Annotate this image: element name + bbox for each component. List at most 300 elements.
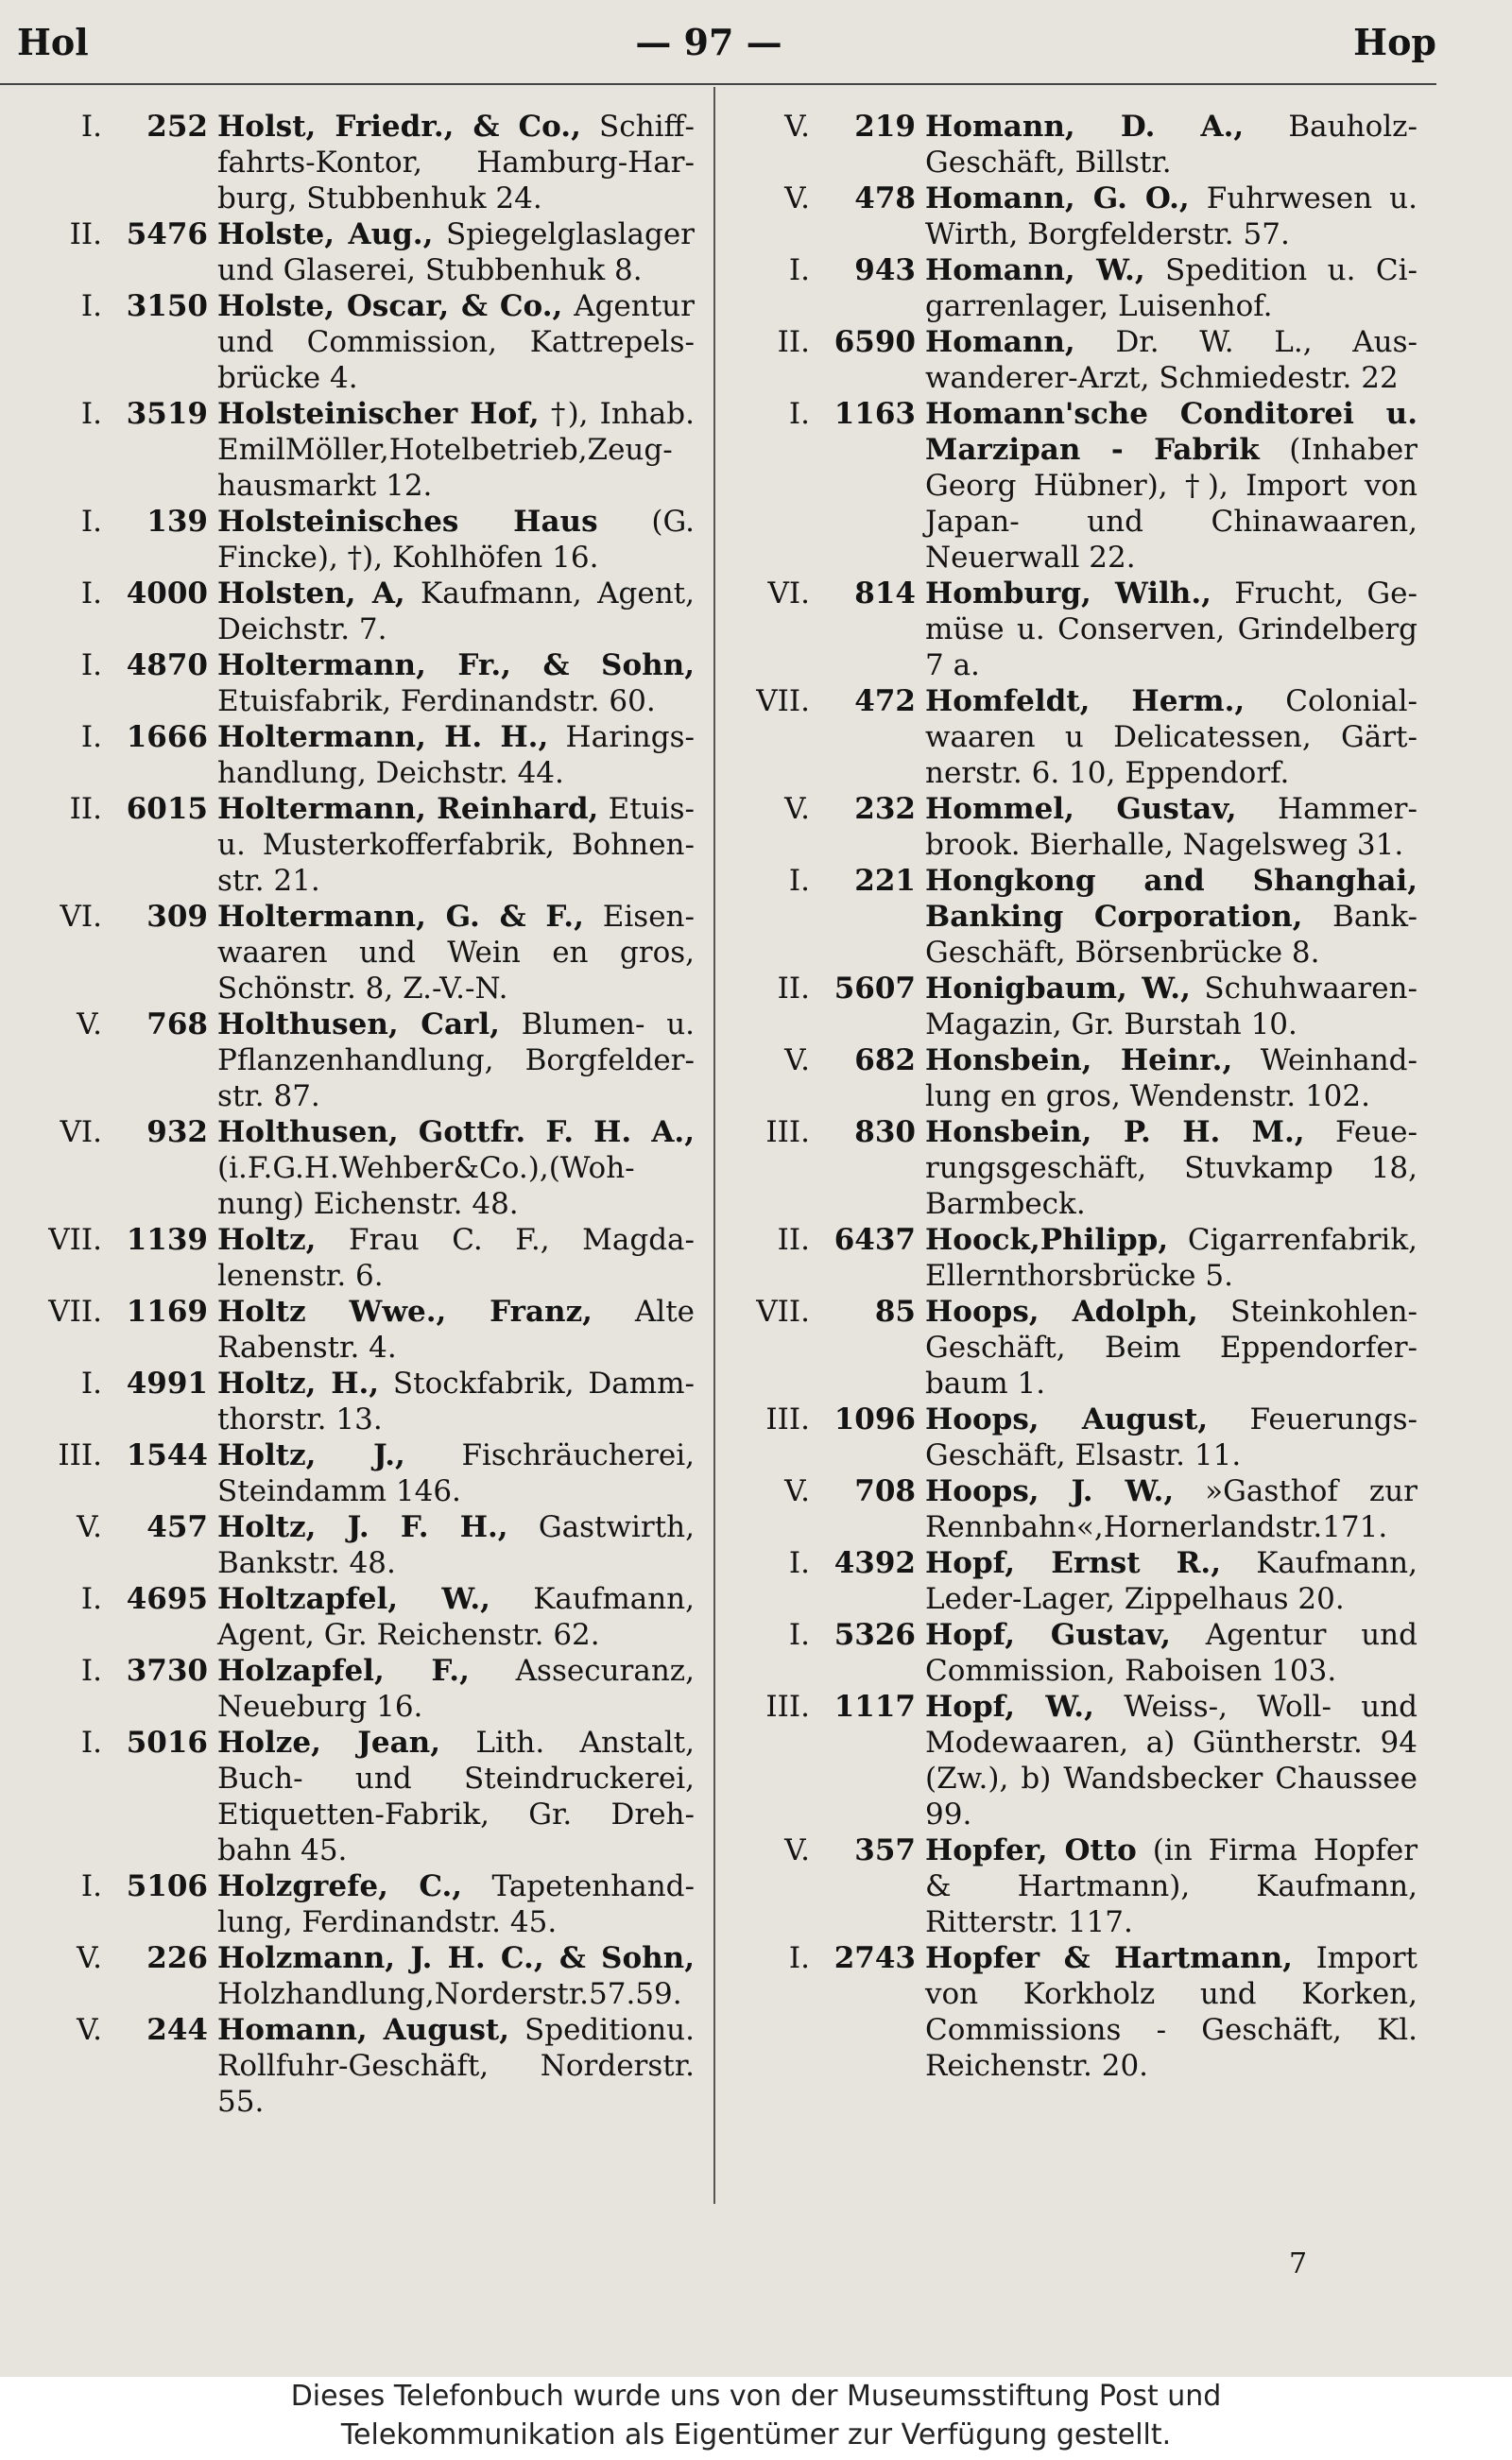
subscriber-details: Assecuranz, Neueburg 16.: [217, 1654, 695, 1724]
entry-text: [208, 2012, 695, 2120]
subscriber-details: Import von Korkholz und Korken, Commissions - Geschäft, Kl. Reichenstr. 20.: [925, 1941, 1418, 2083]
phone-number: 943: [854, 253, 916, 287]
subscriber-details: Gastwirth, Bankstr. 48.: [217, 1510, 695, 1580]
entry-text: [916, 1294, 1418, 1402]
subscriber-details: »Gasthof zur Rennbahn«,Hornerlandstr.171.: [925, 1474, 1418, 1544]
subscriber-details: Frau C. F., Magdalenenstr. 6.: [217, 1223, 696, 1293]
subscriber-name: Holste, Oscar, & Co.,: [217, 289, 563, 323]
subscriber-name: Honigbaum, W.,: [925, 972, 1191, 1006]
subscriber-details: Cigarrenfabrik, Ellernthorsbrücke 5.: [925, 1223, 1418, 1293]
directory-entry: [0, 109, 695, 216]
phone-number: 682: [854, 1043, 916, 1077]
entry-text: [916, 1545, 1418, 1617]
subscriber-details: Spiegelglaslager und Glaserei, Stubbenhuk 8.: [217, 217, 695, 287]
subscriber-details: Hammerbrook. Bierhalle, Nagelsweg 31.: [925, 792, 1418, 862]
subscriber-name: Holtz,: [217, 1223, 317, 1257]
subscriber-details: Bauholz-Geschäft, Billstr.: [925, 110, 1418, 180]
phone-exchange-number: [723, 1832, 916, 1868]
phone-exchange-number: [723, 1114, 916, 1150]
subscriber-details: Blumen- u. Pflanzenhandlung, Borgfelderstr. 87.: [217, 1007, 696, 1113]
exchange-office: I.: [788, 1546, 810, 1580]
entry-text: [208, 1366, 695, 1437]
directory-entry: [0, 1114, 695, 1222]
phone-exchange-number: [723, 1294, 916, 1330]
exchange-office: III.: [765, 1115, 810, 1149]
subscriber-details: Stockfabrik, Dammthorstr. 13.: [217, 1367, 695, 1436]
subscriber-details: Lith. Anstalt, Buch- und Steindruckerei, Etiquetten-Fabrik, Gr. Drehbahn 45.: [217, 1726, 695, 1867]
entry-text: [916, 324, 1418, 396]
phone-number: 4000: [126, 576, 208, 611]
entry-text: [916, 1473, 1418, 1545]
subscriber-details: Schuhwaaren-Magazin, Gr. Burstah 10.: [925, 972, 1418, 1041]
exchange-office: I.: [80, 1869, 102, 1903]
directory-entry: [0, 576, 695, 647]
subscriber-details: Kaufmann, Agent, Gr. Reichenstr. 62.: [217, 1582, 695, 1652]
phone-exchange-number: [723, 396, 916, 432]
phone-number: 814: [854, 576, 916, 611]
subscriber-name: Holthusen, Gottfr. F. H. A.,: [217, 1115, 695, 1149]
phone-exchange-number: [0, 576, 208, 611]
exchange-office: I.: [788, 1941, 810, 1975]
exchange-office: V.: [784, 1833, 810, 1867]
exchange-office: II.: [69, 217, 102, 251]
entry-text: [208, 1725, 695, 1868]
phone-exchange-number: [723, 252, 916, 288]
directory-entry: [723, 396, 1418, 576]
page-header: [0, 0, 1512, 87]
directory-entry: [723, 1222, 1418, 1294]
phone-exchange-number: [0, 396, 208, 432]
phone-number: 4870: [126, 648, 208, 682]
subscriber-name: Homann,: [925, 325, 1075, 359]
subscriber-details: Fischräucherei, Steindamm 146.: [217, 1438, 695, 1508]
phone-exchange-number: [0, 1366, 208, 1402]
subscriber-name: Holsteinisches Haus: [217, 505, 598, 539]
phone-number: 1117: [833, 1690, 916, 1724]
subscriber-name: Holste, Aug.,: [217, 217, 434, 251]
directory-entry: [0, 719, 695, 791]
exchange-office: III.: [765, 1690, 810, 1724]
entry-text: [208, 1581, 695, 1653]
phone-exchange-number: [0, 504, 208, 540]
entry-text: [916, 683, 1418, 791]
entry-text: [208, 216, 695, 288]
exchange-office: I.: [80, 1367, 102, 1401]
directory-entry: [0, 1725, 695, 1868]
directory-entry: [0, 1940, 695, 2012]
header-page-number: — 97 —: [635, 21, 782, 63]
footer-line-2: Telekommunikation als Eigentümer zur Verfügung gestellt.: [340, 2418, 1172, 2451]
entry-text: [916, 109, 1418, 181]
subscriber-name: Homann, D. A.,: [925, 110, 1245, 144]
directory-entry: [723, 1545, 1418, 1617]
subscriber-name: Hoops, August,: [925, 1402, 1209, 1436]
phone-number: 768: [146, 1007, 208, 1041]
entry-text: [916, 863, 1418, 971]
phone-number: 5326: [833, 1618, 916, 1652]
phone-exchange-number: [0, 647, 208, 683]
phone-exchange-number: [0, 1868, 208, 1904]
subscriber-name: Holtermann, Reinhard,: [217, 792, 599, 826]
exchange-office: V.: [77, 1007, 102, 1041]
exchange-office: V.: [784, 1474, 810, 1508]
exchange-office: I.: [80, 648, 102, 682]
entry-text: [208, 1437, 695, 1509]
phone-exchange-number: [723, 1545, 916, 1581]
subscriber-name: Holtz, J.,: [217, 1438, 405, 1472]
subscriber-name: Hopf, W.,: [925, 1690, 1094, 1724]
phone-exchange-number: [0, 1006, 208, 1042]
directory-entry: [0, 791, 695, 899]
subscriber-details: Tapetenhandlung, Ferdinandstr. 45.: [217, 1869, 695, 1939]
subscriber-details: FeuerungsGeschäft, Elsastr. 11.: [925, 1402, 1418, 1472]
entry-text: [208, 288, 695, 396]
header-left-keyword: Hol: [17, 21, 89, 63]
phone-number: 85: [874, 1295, 916, 1329]
directory-entry: [723, 252, 1418, 324]
subscriber-details: Agentur und Commission, Kattrepelsbrücke 4.: [217, 289, 695, 395]
phone-exchange-number: [0, 1940, 208, 1976]
exchange-office: I.: [80, 289, 102, 323]
entry-text: [916, 1940, 1418, 2084]
directory-entry: [0, 1222, 695, 1294]
subscriber-name: Holtzapfel, W.,: [217, 1582, 490, 1616]
entry-text: [916, 1042, 1418, 1114]
directory-entry: [723, 1473, 1418, 1545]
phone-exchange-number: [723, 1689, 916, 1725]
phone-number: 932: [146, 1115, 208, 1149]
directory-entry: [0, 216, 695, 288]
directory-entry: [723, 683, 1418, 791]
exchange-office: III.: [765, 1402, 810, 1436]
exchange-office: II.: [777, 972, 810, 1006]
phone-number: 1169: [126, 1295, 208, 1329]
exchange-office: VII.: [48, 1295, 102, 1329]
subscriber-details: Fuhrwesen u. Wirth, Borgfelderstr. 57.: [925, 181, 1418, 251]
phone-exchange-number: [0, 1437, 208, 1473]
directory-entry: [723, 863, 1418, 971]
directory-entry: [0, 1868, 695, 1940]
entry-text: [208, 109, 695, 216]
entry-text: [916, 971, 1418, 1042]
subscriber-details: Schifffahrts-Kontor, Hamburg-Harburg, Stubbenhuk 24.: [217, 110, 696, 215]
directory-entry: [723, 1617, 1418, 1689]
phone-number: 232: [854, 792, 916, 826]
phone-number: 4991: [126, 1367, 208, 1401]
exchange-office: I.: [788, 864, 810, 898]
exchange-office: I.: [788, 397, 810, 431]
phone-number: 5016: [126, 1726, 208, 1760]
phone-number: 5607: [833, 972, 916, 1006]
entry-text: [208, 791, 695, 899]
phone-exchange-number: [723, 1473, 916, 1509]
phone-number: 139: [146, 505, 208, 539]
entry-text: [208, 504, 695, 576]
directory-entry: [723, 1114, 1418, 1222]
entry-text: [916, 791, 1418, 863]
phone-number: 4695: [126, 1582, 208, 1616]
phone-number: 6015: [126, 792, 208, 826]
entry-text: [208, 1868, 695, 1940]
entry-text: [208, 1006, 695, 1114]
phone-number: 1096: [833, 1402, 916, 1436]
subscriber-details: Feuerungsgeschäft, Stuvkamp 18, Barmbeck.: [925, 1115, 1418, 1221]
directory-entry: [723, 324, 1418, 396]
exchange-office: VI.: [60, 1115, 102, 1149]
exchange-office: VII.: [756, 1295, 810, 1329]
phone-exchange-number: [0, 1222, 208, 1258]
directory-entry: [0, 396, 695, 504]
subscriber-name: Holzmann, J. H. C., & Sohn,: [217, 1941, 695, 1975]
entry-text: [916, 1617, 1418, 1689]
subscriber-name: Hoops, Adolph,: [925, 1295, 1198, 1329]
entry-text: [208, 1114, 695, 1222]
entry-text: [916, 252, 1418, 324]
footer-line-1: Dieses Telefonbuch wurde uns von der Museumsstiftung Post und: [290, 2380, 1222, 2413]
subscriber-name: Honsbein, P. H. M.,: [925, 1115, 1305, 1149]
exchange-office: I.: [80, 720, 102, 754]
phone-exchange-number: [0, 791, 208, 827]
directory-entry: [723, 181, 1418, 252]
exchange-office: VII.: [756, 684, 810, 718]
subscriber-name: Holtermann, G. & F.,: [217, 900, 584, 934]
directory-entry: [0, 647, 695, 719]
subscriber-name: Holtz, H.,: [217, 1367, 380, 1401]
phone-exchange-number: [723, 971, 916, 1006]
exchange-office: I.: [80, 1654, 102, 1688]
subscriber-name: Homburg, Wilh.,: [925, 576, 1211, 611]
phone-number: 1666: [126, 720, 208, 754]
phone-exchange-number: [723, 1940, 916, 1976]
directory-entry: [723, 1689, 1418, 1832]
subscriber-name: Homann, August,: [217, 2013, 510, 2047]
phone-exchange-number: [0, 1653, 208, 1689]
directory-entry: [723, 1294, 1418, 1402]
entry-text: [208, 1653, 695, 1725]
entry-text: [916, 1402, 1418, 1473]
subscriber-name: Honsbein, Heinr.,: [925, 1043, 1233, 1077]
directory-entry: [723, 1940, 1418, 2084]
subscriber-name: Holze, Jean,: [217, 1726, 440, 1760]
subscriber-details: Etuisu. Musterkofferfabrik, Bohnenstr. 21.: [217, 792, 695, 898]
phone-exchange-number: [723, 1222, 916, 1258]
exchange-office: I.: [80, 110, 102, 144]
entry-text: [208, 899, 695, 1006]
phone-exchange-number: [0, 1725, 208, 1761]
phone-exchange-number: [0, 1581, 208, 1617]
phone-exchange-number: [723, 1402, 916, 1437]
phone-number: 219: [854, 110, 916, 144]
phone-exchange-number: [0, 1509, 208, 1545]
phone-number: 226: [146, 1941, 208, 1975]
phone-number: 357: [854, 1833, 916, 1867]
directory-entry: [0, 288, 695, 396]
phone-exchange-number: [723, 683, 916, 719]
directory-entry: [0, 1294, 695, 1366]
subscriber-details: Holzhandlung,Norderstr.57.59.: [217, 1977, 682, 2011]
directory-entry: [0, 1366, 695, 1437]
right-column: [723, 109, 1418, 2084]
subscriber-name: Hongkong and Shanghai, Banking Corporation,: [925, 864, 1418, 934]
subscriber-details: (G. Fincke), †), Kohlhöfen 16.: [217, 505, 695, 575]
phone-exchange-number: [723, 181, 916, 216]
entry-text: [208, 396, 695, 504]
phone-number: 5106: [126, 1869, 208, 1903]
header-rule: [0, 83, 1436, 85]
left-column: [0, 109, 695, 2120]
exchange-office: V.: [784, 1043, 810, 1077]
exchange-office: I.: [788, 1618, 810, 1652]
directory-entry: [0, 504, 695, 576]
exchange-office: V.: [784, 110, 810, 144]
phone-exchange-number: [723, 863, 916, 899]
phone-number: 472: [854, 684, 916, 718]
subscriber-details: (Inhaber Georg Hübner), †), Import von Japan- und Chinawaaren, Neuerwall 22.: [925, 433, 1418, 575]
subscriber-details: Dr. W. L., Auswanderer-Arzt, Schmiedestr. 22: [925, 325, 1418, 395]
subscriber-name: Holst, Friedr., & Co.,: [217, 110, 581, 144]
subscriber-details: Agentur und Commission, Raboisen 103.: [925, 1618, 1418, 1688]
subscriber-name: Hopf, Ernst R.,: [925, 1546, 1222, 1580]
directory-entry: [723, 576, 1418, 683]
phone-number: 2743: [833, 1941, 916, 1975]
exchange-office: VI.: [767, 576, 810, 611]
subscriber-name: Hommel, Gustav,: [925, 792, 1237, 826]
entry-text: [208, 1509, 695, 1581]
phone-number: 478: [854, 181, 916, 215]
phone-exchange-number: [723, 791, 916, 827]
exchange-office: V.: [77, 1510, 102, 1544]
exchange-office: II.: [777, 325, 810, 359]
directory-entry: [0, 1509, 695, 1581]
phone-exchange-number: [723, 324, 916, 360]
entry-text: [208, 647, 695, 719]
exchange-office: VII.: [48, 1223, 102, 1257]
directory-entry: [0, 899, 695, 1006]
footer-notice: [0, 2377, 1512, 2460]
phone-number: 3150: [126, 289, 208, 323]
entry-text: [916, 576, 1418, 683]
exchange-office: V.: [77, 1941, 102, 1975]
subscriber-name: Holtermann, H. H.,: [217, 720, 549, 754]
subscriber-name: Holtermann, Fr., & Sohn,: [217, 648, 695, 682]
phone-number: 221: [854, 864, 916, 898]
phone-number: 3519: [126, 397, 208, 431]
phone-exchange-number: [0, 1114, 208, 1150]
entry-text: [916, 1832, 1418, 1940]
subscriber-details: Steinkohlen-Geschäft, Beim Eppendorferbaum 1.: [925, 1295, 1418, 1401]
subscriber-details: Frucht, Gemüse u. Conserven, Grindelberg 7 a.: [925, 576, 1418, 682]
entry-text: [208, 719, 695, 791]
phone-number: 3730: [126, 1654, 208, 1688]
exchange-office: I.: [80, 1582, 102, 1616]
subscriber-name: Hopfer, Otto: [925, 1833, 1137, 1867]
phone-exchange-number: [723, 1617, 916, 1653]
directory-entry: [0, 1653, 695, 1725]
exchange-office: V.: [784, 181, 810, 215]
directory-entry: [723, 1042, 1418, 1114]
subscriber-name: Holtz Wwe., Franz,: [217, 1295, 593, 1329]
exchange-office: V.: [784, 792, 810, 826]
entry-text: [916, 181, 1418, 252]
phone-exchange-number: [723, 576, 916, 611]
entry-text: [916, 1689, 1418, 1832]
phone-number: 5476: [126, 217, 208, 251]
entry-text: [916, 1222, 1418, 1294]
phone-number: 1163: [833, 397, 916, 431]
subscriber-details: Colonialwaaren u Delicatessen, Gärtnerstr. 6. 10, Eppendorf.: [925, 684, 1418, 790]
subscriber-name: Hoops, J. W.,: [925, 1474, 1175, 1508]
exchange-office: V.: [77, 2013, 102, 2047]
subscriber-name: Hopf, Gustav,: [925, 1618, 1171, 1652]
entry-text: [916, 396, 1418, 576]
column-divider: [713, 87, 715, 2204]
subscriber-details: (i.F.G.H.Wehber&Co.),(Wohnung) Eichenstr. 48.: [217, 1151, 635, 1221]
directory-entry: [0, 2012, 695, 2120]
exchange-office: II.: [69, 792, 102, 826]
subscriber-name: Homfeldt, Herm.,: [925, 684, 1246, 718]
subscriber-name: Holthusen, Carl,: [217, 1007, 500, 1041]
subscriber-name: Homann'sche Conditorei u. Marzipan - Fabrik: [925, 397, 1418, 467]
phone-number: 1139: [126, 1223, 208, 1257]
entry-text: [916, 1114, 1418, 1222]
subscriber-name: Hoock,Philipp,: [925, 1223, 1169, 1257]
entry-text: [208, 576, 695, 647]
exchange-office: III.: [58, 1438, 102, 1472]
subscriber-details: Kaufmann, Leder-Lager, Zippelhaus 20.: [925, 1546, 1418, 1616]
subscriber-details: Haringshandlung, Deichstr. 44.: [217, 720, 695, 790]
phone-exchange-number: [0, 1294, 208, 1330]
phone-number: 457: [146, 1510, 208, 1544]
phone-number: 708: [854, 1474, 916, 1508]
subscriber-name: Holzgrefe, C.,: [217, 1869, 463, 1903]
subscriber-name: Holtz, J. F. H.,: [217, 1510, 508, 1544]
phone-number: 309: [146, 900, 208, 934]
directory-entry: [0, 1006, 695, 1114]
phone-number: 1544: [126, 1438, 208, 1472]
subscriber-details: Alte Rabenstr. 4.: [217, 1295, 695, 1365]
exchange-office: II.: [777, 1223, 810, 1257]
subscriber-name: Hopfer & Hartmann,: [925, 1941, 1293, 1975]
directory-entry: [723, 791, 1418, 863]
exchange-office: I.: [788, 253, 810, 287]
subscriber-name: Holsteinischer Hof,: [217, 397, 540, 431]
phone-exchange-number: [0, 216, 208, 252]
header-right-keyword: Hop: [1353, 21, 1436, 63]
subscriber-details: Speditionu. Rollfuhr-Geschäft, Norderstr. 55.: [217, 2013, 696, 2119]
exchange-office: I.: [80, 576, 102, 611]
phone-number: 6437: [833, 1223, 916, 1257]
phone-exchange-number: [723, 1042, 916, 1078]
phone-number: 830: [854, 1115, 916, 1149]
subscriber-details: Weiss-, Woll- und Modewaaren, a) Güntherstr. 94 (Zw.), b) Wandsbecker Chaussee 99.: [925, 1690, 1418, 1832]
subscriber-name: Holsten, A,: [217, 576, 405, 611]
phone-exchange-number: [0, 288, 208, 324]
subscriber-details: †), Inhab. EmilMöller,Hotelbetrieb,Zeughausmarkt 12.: [217, 397, 695, 503]
exchange-office: VI.: [60, 900, 102, 934]
phone-number: 244: [146, 2013, 208, 2047]
subscriber-details: Kaufmann, Agent, Deichstr. 7.: [217, 576, 695, 646]
subscriber-name: Homann, W.,: [925, 253, 1145, 287]
phone-number: 6590: [833, 325, 916, 359]
subscriber-name: Holzapfel, F.,: [217, 1654, 470, 1688]
phone-exchange-number: [0, 2012, 208, 2048]
exchange-office: I.: [80, 505, 102, 539]
subscriber-name: Homann, G. O.,: [925, 181, 1190, 215]
entry-text: [208, 1940, 695, 2012]
directory-entry: [723, 1402, 1418, 1473]
subscriber-details: (in Firma Hopfer & Hartmann), Kaufmann, Ritterstr. 117.: [925, 1833, 1418, 1939]
phone-number: 252: [146, 110, 208, 144]
